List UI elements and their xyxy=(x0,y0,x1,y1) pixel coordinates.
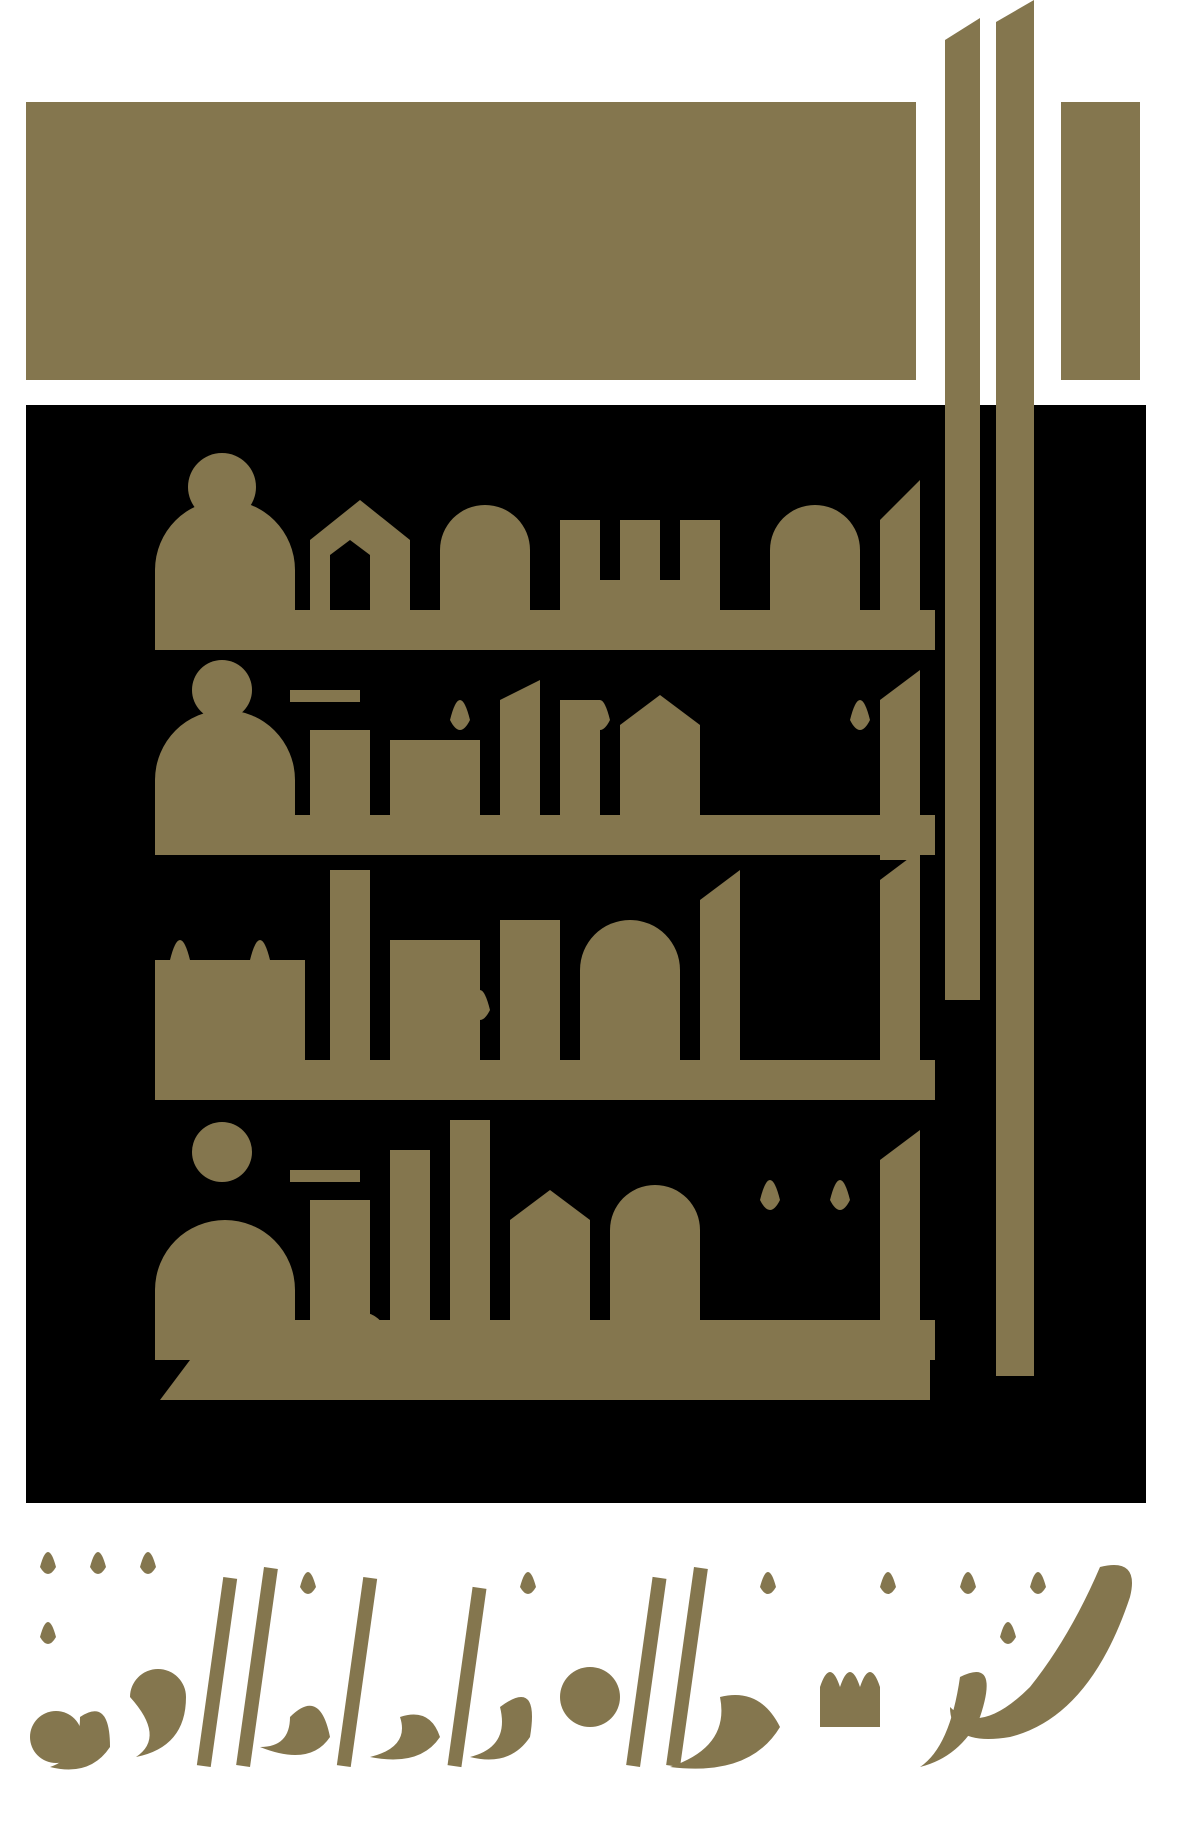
row4-foot xyxy=(160,1360,930,1400)
row1-sin xyxy=(560,520,720,610)
row3-lam xyxy=(700,870,740,1060)
row4-dot-b xyxy=(332,1312,388,1368)
row4-qaf xyxy=(610,1185,700,1320)
row3-base xyxy=(155,1060,935,1100)
alif-stroke-1 xyxy=(945,18,980,1000)
row3-dal xyxy=(500,920,560,1060)
row1-lam xyxy=(880,480,920,650)
row2-ya xyxy=(310,730,370,815)
row3-lam2 xyxy=(880,850,920,1100)
calli-alif-1 xyxy=(666,1567,708,1767)
row1-waw2 xyxy=(770,505,860,610)
calli-alif-2 xyxy=(448,1587,487,1767)
row1-ain xyxy=(310,500,410,610)
row2-base xyxy=(155,815,935,855)
calli-ra xyxy=(920,1672,987,1767)
subtitle-calligraphy xyxy=(0,1527,1178,1827)
calli-dal xyxy=(470,1697,532,1760)
calli-lam-1 xyxy=(626,1577,666,1767)
calli-ha xyxy=(560,1667,620,1727)
row1-ta-loop xyxy=(155,500,295,610)
row2-ain xyxy=(620,695,700,815)
calli-sin xyxy=(820,1672,880,1727)
row2-mim xyxy=(390,740,480,815)
row3-ha xyxy=(580,920,680,1060)
row3-ta xyxy=(155,960,305,1060)
alif-stroke-2 xyxy=(996,0,1034,1376)
calli-alif-4 xyxy=(236,1567,278,1767)
calli-diacritics xyxy=(40,1552,1046,1644)
row4-ta-loop xyxy=(155,1220,295,1320)
row4-dot-a xyxy=(192,1122,252,1182)
row4-base xyxy=(155,1320,935,1360)
calli-qaf xyxy=(130,1669,186,1757)
row2-ta-loop xyxy=(155,710,295,815)
calli-ta-marbuta xyxy=(30,1711,82,1763)
row4-nun xyxy=(390,1150,430,1320)
row1-waw xyxy=(440,505,530,610)
calli-lam-2 xyxy=(197,1577,237,1767)
row4-lam xyxy=(880,1130,920,1400)
row4-alif xyxy=(450,1120,490,1320)
row4-ra xyxy=(510,1190,590,1320)
row4-ya xyxy=(310,1200,370,1320)
row2-lam2 xyxy=(880,670,920,860)
calli-ta xyxy=(260,1706,330,1755)
row1-base xyxy=(155,610,935,650)
row2-lam xyxy=(500,680,540,815)
calli-alif-3 xyxy=(337,1577,377,1767)
calli-ya-2 xyxy=(370,1715,440,1760)
